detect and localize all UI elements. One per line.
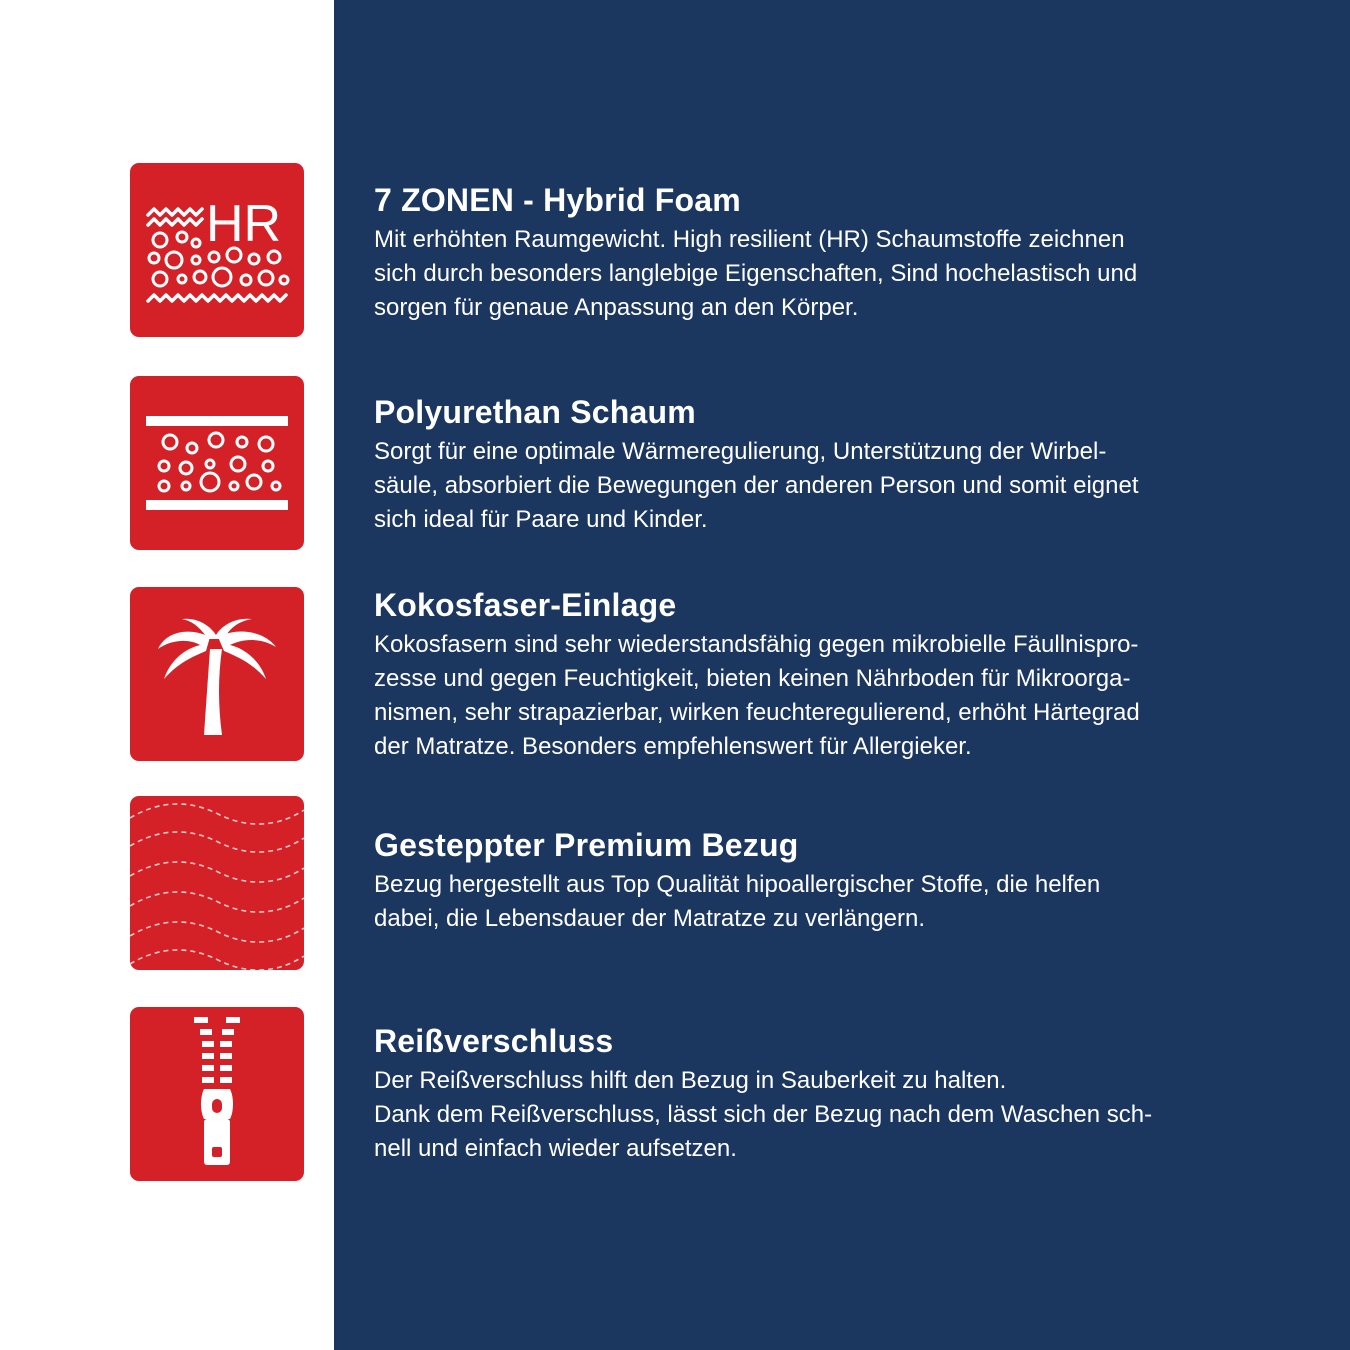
hr-foam-icon [130, 163, 304, 337]
quilted-cover-icon [130, 796, 304, 970]
description-line: Der Reißverschluss hilft den Bezug in Sauberkeit zu halten. [374, 1067, 1007, 1094]
description-line: nismen, sehr strapazierbar, wirken feuchteregulierend, erhöht Härtegrad [374, 699, 1140, 726]
feature-description [374, 435, 1254, 537]
feature-polyurethan-schaum [374, 393, 1254, 537]
feature-description [374, 868, 1254, 936]
palm-tree-icon [130, 587, 304, 761]
feature-title: 7 ZONEN - Hybrid Foam [374, 182, 741, 218]
description-line: dabei, die Lebensdauer der Matratze zu verlängern. [374, 905, 926, 932]
feature-title: Polyurethan Schaum [374, 394, 696, 430]
feature-title: Reißverschluss [374, 1023, 614, 1059]
description-line: Kokosfasern sind sehr wiederstandsfähig gegen mikrobielle Fäullnispro- [374, 631, 1139, 658]
description-line: Sorgt für eine optimale Wärmeregulierung, Unterstützung der Wirbel- [374, 438, 1107, 465]
feature-premium-bezug [374, 826, 1254, 936]
description-line: zesse und gegen Feuchtigkeit, bieten keinen Nährboden für Mikroorga- [374, 665, 1131, 692]
feature-title: Gesteppter Premium Bezug [374, 827, 799, 863]
description-line: Dank dem Reißverschluss, lässt sich der Bezug nach dem Waschen sch- [374, 1101, 1153, 1128]
zipper-icon [130, 1007, 304, 1181]
description-line: sich ideal für Paare und Kinder. [374, 506, 708, 533]
feature-description [374, 628, 1254, 764]
feature-reissverschluss [374, 1022, 1254, 1166]
description-line: sorgen für genaue Anpassung an den Körper. [374, 294, 859, 321]
svg-text:HR: HR [206, 195, 282, 253]
description-line: Mit erhöhten Raumgewicht. High resilient (HR) Schaumstoffe zeichnen [374, 226, 1125, 253]
description-line: der Matratze. Besonders empfehlenswert für Allergieker. [374, 733, 972, 760]
feature-description [374, 1064, 1254, 1166]
feature-hybrid-foam [374, 181, 1254, 325]
foam-layer-icon [130, 376, 304, 550]
feature-kokosfaser-einlage [374, 586, 1254, 764]
description-line: nell und einfach wieder aufsetzen. [374, 1135, 737, 1162]
description-line: säule, absorbiert die Bewegungen der anderen Person und somit eignet [374, 472, 1139, 499]
feature-title: Kokosfaser-Einlage [374, 587, 677, 623]
description-line: sich durch besonders langlebige Eigenschaften, Sind hochelastisch und [374, 260, 1138, 287]
description-line: Bezug hergestellt aus Top Qualität hipoallergischer Stoffe, die helfen [374, 871, 1101, 898]
feature-description [374, 223, 1254, 325]
